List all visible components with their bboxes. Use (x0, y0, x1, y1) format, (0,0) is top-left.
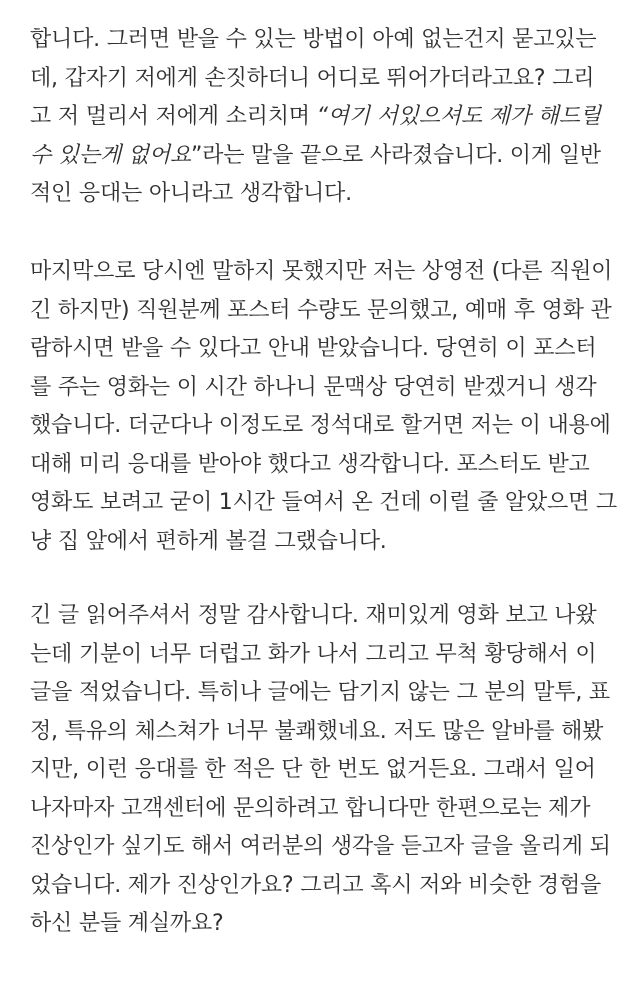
text-line (30, 673, 610, 713)
text-line (30, 596, 596, 636)
text-line (30, 136, 601, 176)
text-line (30, 635, 596, 675)
text-line (30, 904, 223, 944)
text-line (30, 406, 611, 446)
text-segment: 지만, 이런 응대를 한 적은 단 한 번도 없거든요. 그래서 일어 (30, 757, 596, 782)
text-segment: 는데 기분이 너무 더럽고 화가 나서 그리고 무척 황당해서 이 (30, 641, 597, 667)
text-segment: 마지막으로 당시엔 말하지 못했지만 저는 상영전 (다른 직원이 (30, 259, 613, 284)
text-line (30, 750, 596, 790)
text-segment: 적인 응대는 아니라고 생각합니다. (30, 181, 352, 206)
text-line (30, 174, 352, 214)
text-segment: 고 저 멀리서 저에게 소리치며 (30, 104, 317, 129)
text-segment: 람하시면 받을 수 있다고 안내 받았습니다. 당연히 이 포스터 (30, 336, 597, 361)
text-segment: 를 주는 영화는 이 시간 하나니 문맥상 당연히 받겠거니 생각 (30, 374, 597, 400)
quoted-speech: “여기 서있으셔도 제가 해드릴 (316, 104, 601, 129)
quoted-speech: 수 있는게 없어요 (30, 142, 191, 168)
text-line (30, 789, 590, 829)
text-segment: 냥 집 앞에서 편하게 볼걸 그랬습니다. (30, 528, 387, 554)
text-segment: 글을 적었습니다. 특히나 글에는 담기지 않는 그 분의 말투, 표 (30, 680, 610, 705)
text-segment: 었습니다. 제가 진상인가요? 그리고 혹시 저와 비슷한 경험을 (30, 872, 602, 898)
text-line (30, 866, 601, 906)
text-line (30, 712, 603, 752)
text-segment: 합니다. 그러면 받을 수 있는 방법이 아예 없는건지 묻고있는 (30, 27, 597, 52)
text-line (30, 522, 387, 562)
text-segment: 했습니다. 더군다나 이정도로 정석대로 할거면 저는 이 내용에 (30, 413, 611, 438)
text-line (30, 20, 596, 60)
text-line (30, 97, 601, 137)
text-line (30, 445, 590, 485)
text-line (30, 329, 596, 369)
text-line (30, 59, 594, 99)
text-line (30, 252, 612, 292)
text-segment: ”라는 말을 끝으로 사라졌습니다. 이게 일반 (190, 142, 601, 168)
text-segment: 대해 미리 응대를 받아야 했다고 생각합니다. 포스터도 받고 (30, 451, 590, 477)
text-line (30, 827, 611, 867)
text-segment: 하신 분들 계실까요? (30, 911, 224, 936)
text-segment: 데, 갑자기 저에게 손짓하더니 어디로 뛰어가더라고요? 그리 (30, 65, 595, 91)
text-segment: 영화도 보려고 굳이 1시간 들여서 온 건데 이럴 줄 알았으면 그 (30, 490, 617, 515)
text-segment: 진상인가 싶기도 해서 여러분의 생각을 듣고자 글을 올리게 되 (30, 834, 611, 859)
text-line (30, 483, 617, 523)
text-segment: 정, 특유의 체스쳐가 너무 불쾌했네요. 저도 많은 알바를 해봤 (30, 718, 604, 744)
text-line (30, 368, 596, 408)
text-segment: 긴 하지만) 직원분께 포스터 수량도 문의했고, 예매 후 영화 관 (30, 297, 612, 323)
text-segment: 긴 글 읽어주셔서 정말 감사합니다. 재미있게 영화 보고 나왔 (30, 603, 597, 628)
text-segment: 나자마자 고객센터에 문의하려고 합니다만 한편으로는 제가 (30, 795, 591, 821)
text-line (30, 291, 612, 331)
